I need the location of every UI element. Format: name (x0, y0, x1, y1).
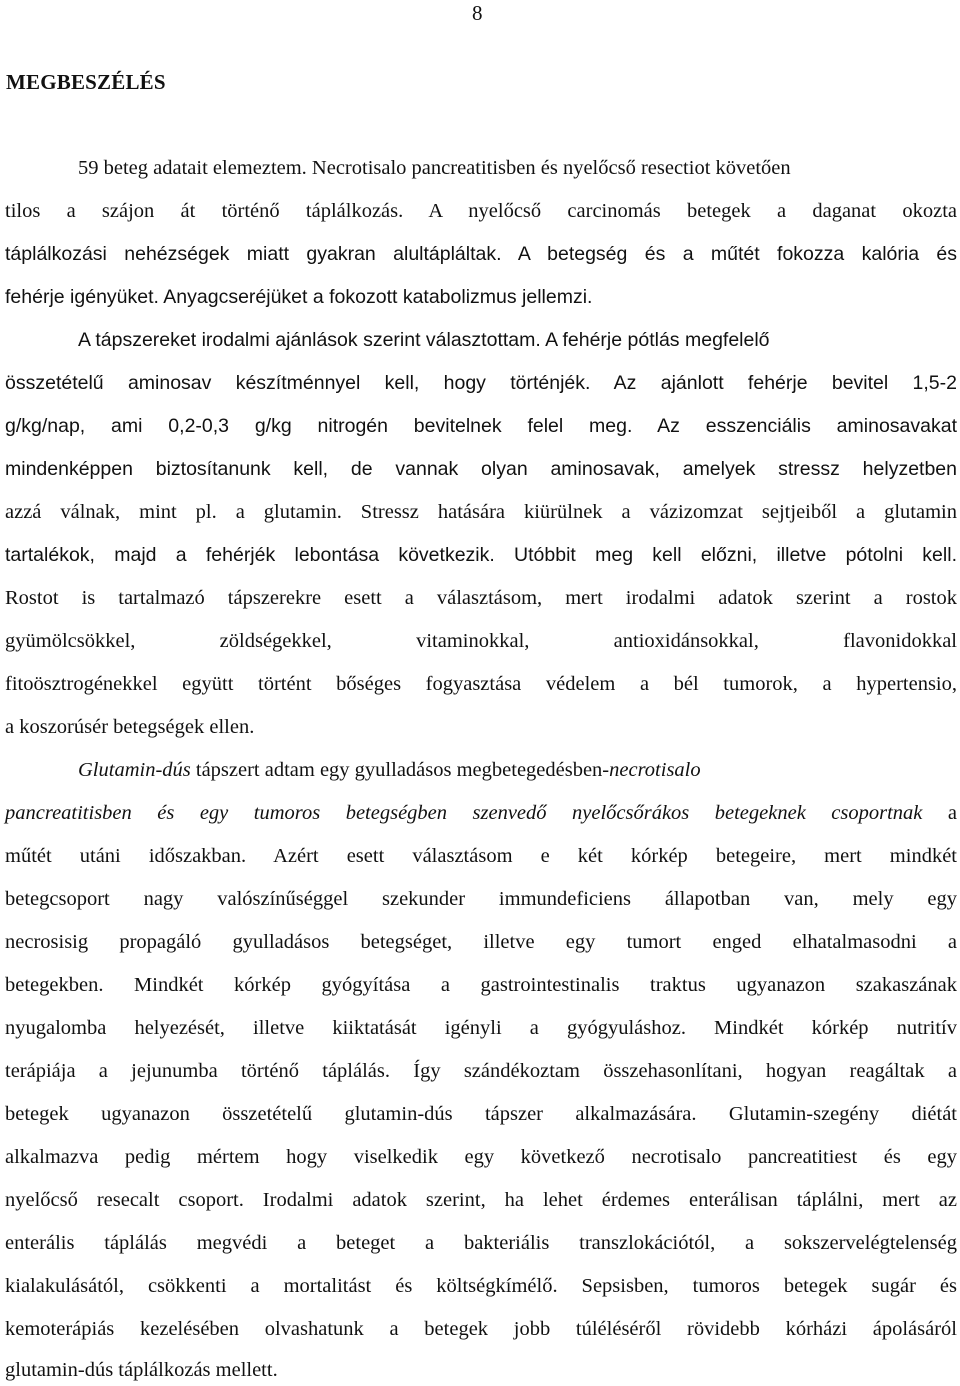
paragraph-line: kemoterápiás kezelésében olvashatunk a betegek jobb túléléséről rövidebb kórházi ápolásáról (5, 1318, 957, 1340)
paragraph-line-mixed (5, 799, 957, 827)
paragraph-line: fehérje igényüket. Anyagcseréjüket a fokozott katabolizmus jellemzi. (5, 286, 593, 308)
paragraph-line: táplálkozási nehézségek miatt gyakran alultápláltak. A betegség és a műtét fokozza kalória és (5, 243, 957, 265)
paragraph-line: A tápszereket irodalmi ajánlások szerint választottam. A fehérje pótlás megfelelő (78, 329, 770, 351)
paragraph-line: nyugalomba helyezését, illetve kiiktatását igényli a gyógyuláshoz. Mindkét kórkép nutritív (5, 1017, 957, 1039)
paragraph-line: betegek ugyanazon összetételű glutamin-dús tápszer alkalmazására. Glutamin-szegény diétát (5, 1103, 957, 1125)
italic-span: pancreatitisben és egy tumoros betegségben szenvedő nyelőcsőrákos betegeknek csoportnak (5, 802, 923, 824)
paragraph-line: Rostot is tartalmazó tápszerekre esett a választásom, mert irodalmi adatok szerint a rostok (5, 587, 957, 609)
italic-span: necrotisalo (609, 759, 701, 781)
paragraph-line: nyelőcső resecalt csoport. Irodalmi adatok szerint, ha lehet érdemes enterálisan táplálni, mert az (5, 1189, 957, 1211)
paragraph-line: tilos a szájon át történő táplálkozás. A nyelőcső carcinomás betegek a daganat okozta (5, 200, 957, 222)
paragraph-line: glutamin-dús táplálkozás mellett. (5, 1359, 278, 1381)
paragraph-line: terápiája a jejunumba történő táplálás. Így szándékoztam összehasonlítani, hogyan reagáltak a (5, 1060, 957, 1082)
paragraph-line: műtét utáni időszakban. Azért esett választásom e két kórkép betegeire, mert mindkét (5, 845, 957, 867)
paragraph-line: enterális táplálás megvédi a beteget a bakteriális transzlokációtól, a sokszervelégtelenség (5, 1232, 957, 1254)
paragraph-line: azzá válnak, mint pl. a glutamin. Stressz hatására kiürülnek a vázizomzat sejtjeiből a glutamin (5, 501, 957, 523)
paragraph-line: kialakulásától, csökkenti a mortalitást és költségkímélő. Sepsisben, tumoros betegek sugár és (5, 1275, 957, 1297)
italic-span: Glutamin-dús (78, 759, 191, 781)
paragraph-line: g/kg/nap, ami 0,2-0,3 g/kg nitrogén bevitelnek felel meg. Az esszenciális aminosavakat (5, 415, 957, 437)
paragraph-line: 59 beteg adatait elemeztem. Necrotisalo pancreatitisben és nyelőcső resectiot követően (78, 157, 791, 179)
paragraph-line: a koszorúsér betegségek ellen. (5, 716, 255, 738)
page-number: 8 (472, 1, 483, 25)
paragraph-line: fitoösztrogénekkel együtt történt bőséges fogyasztása védelem a bél tumorok, a hypertensio, (5, 673, 957, 695)
paragraph-line: gyümölcsökkel, zöldségekkel, vitaminokkal, antioxidánsokkal, flavonidokkal (5, 630, 957, 652)
paragraph-line: betegcsoport nagy valószínűséggel szekunder immundeficiens állapotban van, mely egy (5, 888, 957, 910)
paragraph-line: összetételű aminosav készítménnyel kell, hogy történjék. Az ajánlott fehérje bevitel 1,5-2 (5, 372, 957, 394)
paragraph-line: alkalmazva pedig mértem hogy viselkedik egy következő necrotisalo pancreatitiest és egy (5, 1146, 957, 1168)
paragraph-line: necrosisig propagáló gyulladásos betegséget, illetve egy tumort enged elhatalmasodni a (5, 931, 957, 953)
paragraph-line: betegekben. Mindkét kórkép gyógyítása a gastrointestinalis traktus ugyanazon szakaszának (5, 974, 957, 996)
paragraph-line-mixed (78, 756, 957, 784)
paragraph-line: tartalékok, majd a fehérjék lebontása következik. Utóbbit meg kell előzni, illetve pótolni kell. (5, 544, 957, 566)
text-span: a (922, 802, 957, 824)
paragraph-line: mindenképpen biztosítanunk kell, de vannak olyan aminosavak, amelyek stressz helyzetben (5, 458, 957, 480)
text-span: tápszert adtam egy gyulladásos megbetegedésben- (190, 759, 610, 781)
section-heading: MEGBESZÉLÉS (6, 70, 166, 94)
